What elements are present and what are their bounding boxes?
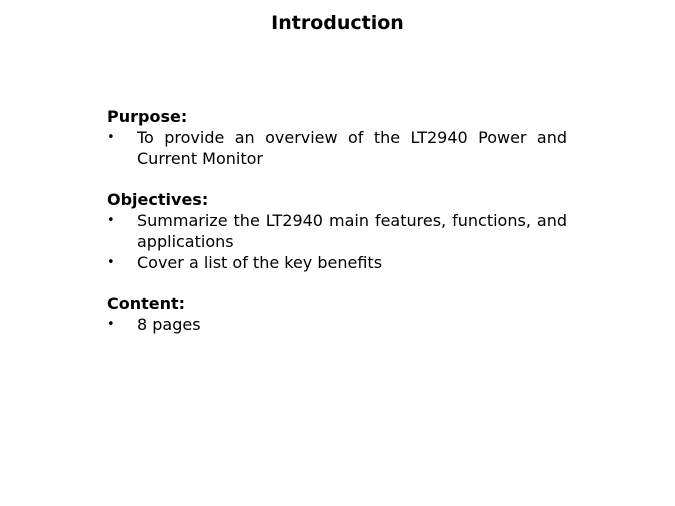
- section-heading-purpose: Purpose:: [107, 107, 188, 126]
- bullet-list-objectives: [107, 210, 567, 273]
- section-purpose: [107, 106, 567, 169]
- list-item: [107, 252, 567, 273]
- bullet-icon: •: [107, 130, 115, 145]
- bullet-list-content: [107, 314, 567, 335]
- bullet-icon: •: [107, 317, 115, 332]
- bullet-text: 8 pages: [137, 315, 201, 334]
- list-item: [107, 210, 567, 252]
- section-content: [107, 293, 567, 335]
- list-item: [107, 314, 567, 335]
- bullet-text: To provide an overview of the LT2940 Power and Current Monitor: [137, 128, 567, 168]
- bullet-list-purpose: [107, 127, 567, 169]
- section-objectives: [107, 189, 567, 273]
- section-heading-content: Content:: [107, 294, 186, 313]
- slide-content: [107, 106, 567, 355]
- section-heading-objectives: Objectives:: [107, 190, 209, 209]
- bullet-text: Summarize the LT2940 main features, functions, and applications: [137, 211, 567, 251]
- slide-title: Introduction: [271, 12, 404, 34]
- list-item: [107, 127, 567, 169]
- bullet-icon: •: [107, 255, 115, 270]
- bullet-text: Cover a list of the key benefits: [137, 253, 383, 272]
- bullet-icon: •: [107, 213, 115, 228]
